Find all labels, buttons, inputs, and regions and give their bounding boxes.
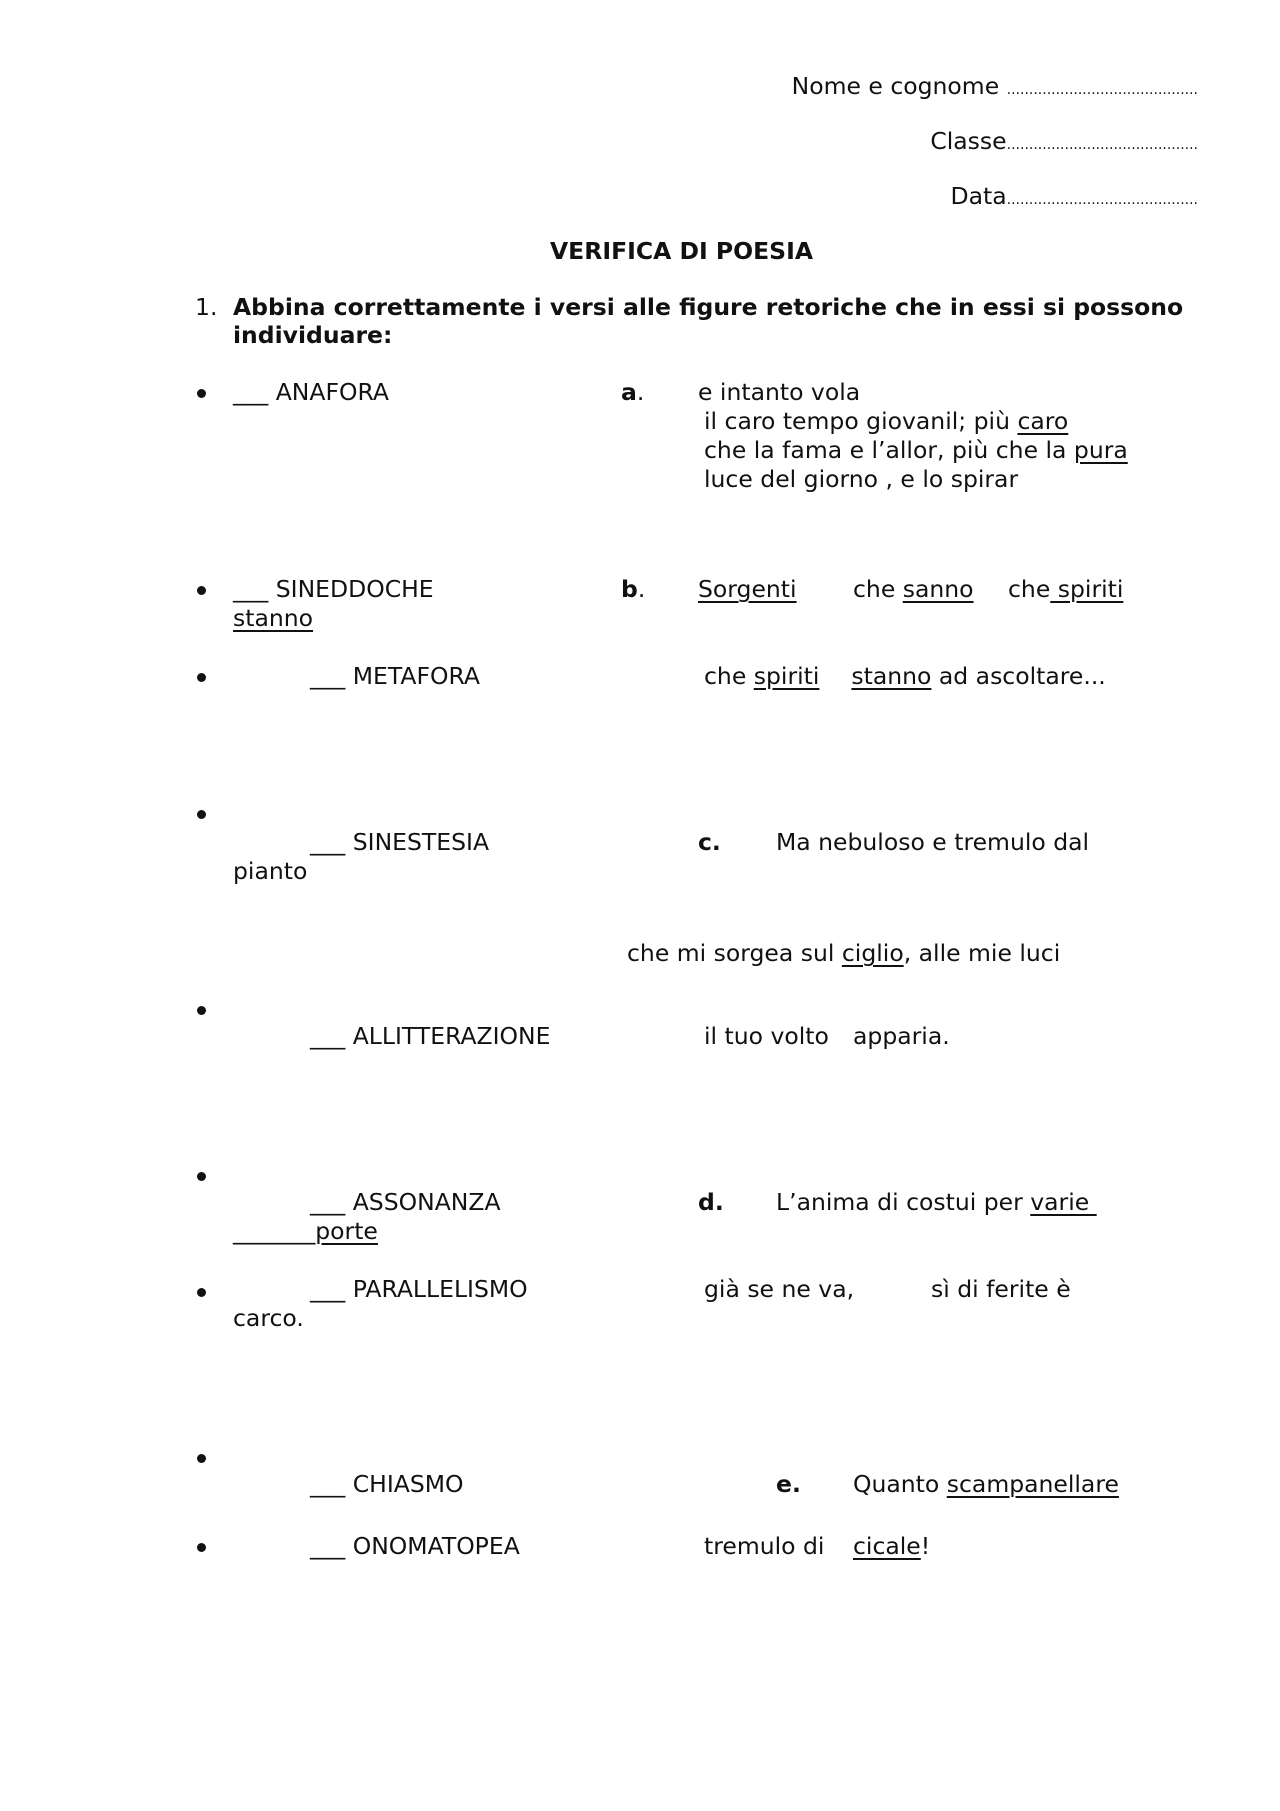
date-dots: ........................................... [1006,192,1198,208]
answer-blank[interactable]: ___ [310,1022,346,1050]
answer-blank[interactable]: ___ [233,378,269,406]
verse-e-line1: Quanto scampanellare [853,1470,1119,1498]
verse-d-line2a: già se ne va, [704,1275,855,1303]
verse-letter-e: e. [776,1470,801,1498]
question-text-line1: Abbina correttamente i versi alle figure retoriche che in essi si possono [233,293,1184,321]
figure-item-sinestesia[interactable] [310,827,489,857]
verse-d-line2b: sì di ferite è [931,1275,1071,1303]
date-line[interactable] [951,181,1198,215]
figure-label: SINEDDOCHE [275,575,434,603]
answer-blank[interactable]: ___ [310,1470,346,1498]
verse-c-line1: Ma nebuloso e tremulo dal [776,828,1090,856]
figure-item-anafora[interactable] [233,377,389,407]
figure-item-chiasmo[interactable] [310,1469,464,1499]
wrapped-verse-carco: carco. [233,1304,304,1332]
bullet-dot [197,586,206,595]
question-number: 1. [195,293,218,321]
figure-item-sineddoche[interactable] [233,574,434,604]
figure-item-assonanza[interactable] [310,1187,501,1217]
bullet-dot [197,673,206,682]
answer-blank[interactable]: ___ [310,828,346,856]
porte-word: porte [315,1217,378,1245]
wrapped-verse-porte [233,1216,378,1246]
verse-a-line1: e intanto vola [698,378,861,406]
figure-label: ASSONANZA [352,1188,501,1216]
verse-d-line1: L’anima di costui per varie [776,1188,1097,1216]
verse-b-line2: che spiriti stanno ad ascoltare... [704,662,1106,690]
answer-blank[interactable]: ___ [310,662,346,690]
figure-label: ONOMATOPEA [352,1532,520,1560]
verse-letter-a: a. [621,378,645,406]
bullet-dot [197,1543,206,1552]
verse-e-line2b: cicale! [853,1532,931,1560]
answer-blank[interactable]: ___ [310,1275,346,1303]
figure-item-parallelismo[interactable] [310,1274,528,1304]
answer-blank[interactable]: ___ [310,1532,346,1560]
bullet-dot [197,810,206,819]
verse-letter-b: b. [621,575,646,603]
figure-label: ANAFORA [275,378,389,406]
class-line[interactable] [930,126,1198,160]
figure-item-allitterazione[interactable] [310,1021,550,1051]
bullet-dot [197,1006,206,1015]
verse-a-line2: il caro tempo giovanil; più caro [704,407,1069,435]
verse-letter-d: d. [698,1188,724,1216]
verse-e-line2a: tremulo di [704,1532,825,1560]
verse-letter-c: c. [698,828,721,856]
figure-label: METAFORA [352,662,480,690]
figure-label: PARALLELISMO [352,1275,528,1303]
class-label: Classe [930,127,1007,155]
name-label: Nome e cognome [791,72,1000,100]
figure-label: SINESTESIA [352,828,490,856]
verse-a-line4: luce del giorno , e lo spirar [704,465,1019,493]
figure-item-metafora[interactable] [310,661,480,691]
verse-a-line3: che la fama e l’allor, più che la pura [704,436,1128,464]
bullet-dot [197,1288,206,1297]
wrapped-verse-stanno: stanno [233,604,314,632]
wrapped-verse-pianto: pianto [233,857,308,885]
question-text-line2: individuare: [233,321,393,349]
verse-b-word-sanno: che sanno [853,575,974,603]
porte-blank: _______ [233,1217,316,1245]
verse-c-line2: che mi sorgea sul ciglio, alle mie luci [627,939,1061,967]
class-dots: ........................................... [1006,137,1198,153]
verse-c-line3b: apparia. [853,1022,950,1050]
verse-c-line3a: il tuo volto [704,1022,829,1050]
figure-item-onomatopea[interactable] [310,1531,520,1561]
date-label: Data [950,182,1007,210]
answer-blank[interactable]: ___ [310,1188,346,1216]
bullet-dot [197,1454,206,1463]
answer-blank[interactable]: ___ [233,575,269,603]
verse-b-word-sorgenti: Sorgenti [698,575,797,603]
bullet-dot [197,1172,206,1181]
figure-label: CHIASMO [352,1470,464,1498]
name-line[interactable] [792,71,1198,105]
bullet-dot [197,389,206,398]
figure-label: ALLITTERAZIONE [352,1022,551,1050]
verse-b-word-spiriti: che spiriti [1008,575,1124,603]
page-title: VERIFICA DI POESIA [550,237,814,265]
name-dots: ........................................... [1006,82,1198,98]
